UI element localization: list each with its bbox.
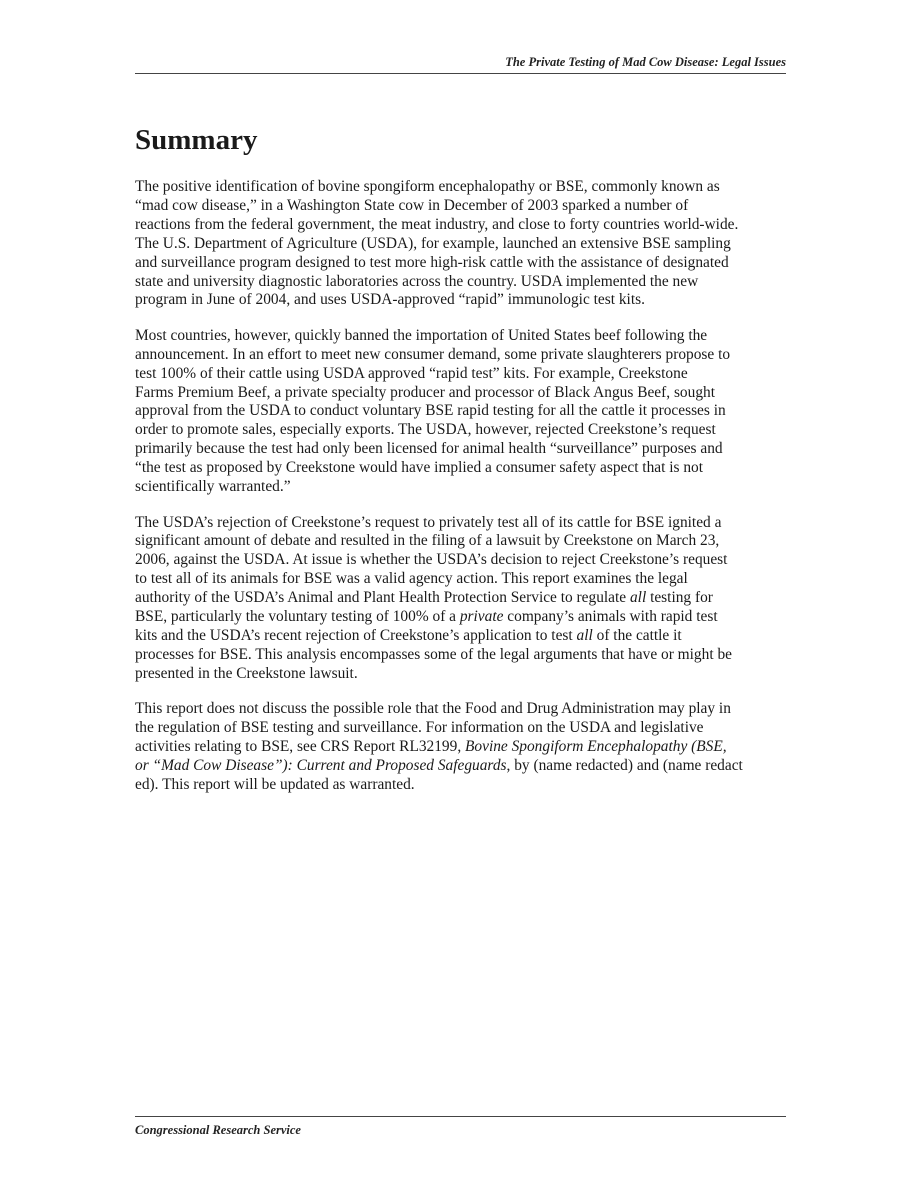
- running-header: [135, 53, 786, 74]
- text-run: This report does not discuss the possible role that the Food and Drug Administration may play in the regulation of BSE testing and surveillance. For information on the USDA and legislative activities relating to BSE, see CRS Report RL32199,: [135, 700, 731, 755]
- summary-paragraph-2: [135, 327, 795, 497]
- footer-label: Congressional Research Service: [135, 1123, 301, 1137]
- italic-text-run: all: [576, 626, 593, 644]
- text-run: company’s animals with rapid test kits and the USDA’s recent rejection of Creekstone’s application to test: [135, 608, 718, 644]
- italic-text-run: all: [629, 589, 647, 607]
- text-run: The positive identification of bovine spongiform encephalopathy or BSE, commonly known as “mad cow disease,” in a Washington State cow in December of 2003 sparked a number of reactions from the federal government, the meat industry, and close to forty countries world-wide. The U.S. Department of Agriculture (USDA), for example, launched an extensive BSE sampling and surveillance program designed to test more high-risk cattle with the assistance of designated state and university diagnostic laboratories across the country. USDA implemented the new program in June of 2004, and uses USDA-approved “rapid” immunologic test kits.: [135, 178, 739, 309]
- summary-paragraph-4: [135, 700, 795, 795]
- italic-text-run: Bovine Spongiform Encephalopathy (BSE, or “Mad Cow Disease”): Current and Proposed Safeguards: [135, 737, 727, 774]
- summary-paragraph-1: [135, 178, 795, 310]
- summary-paragraph-3: [135, 514, 795, 684]
- text-run: Most countries, however, quickly banned the importation of United States beef following the announcement. In an effort to meet new consumer demand, some private slaughterers propose to test 100% of their cattle using USDA approved “rapid test” kits. For example, Creekstone Farms Premium Beef, a private specialty producer and processor of Black Angus Beef, sought approval from the USDA to conduct voluntary BSE rapid testing for all the cattle it processes in order to promote sales, especially exports. The USDA, however, rejected Creekstone’s request primarily because the test had only been licensed for animal health “surveillance” purposes and “the test as proposed by Creekstone would have implied a consumer safety aspect that is not scientifically warranted.”: [135, 326, 731, 496]
- page-title: Summary: [135, 124, 258, 156]
- text-run: , by (name redacted) and (name redact ed). This report will be updated as warranted.: [135, 756, 743, 793]
- summary-body: [135, 178, 795, 811]
- text-run: testing for BSE, particularly the voluntary testing of 100% of a: [135, 589, 713, 626]
- running-header-title: The Private Testing of Mad Cow Disease: Legal Issues: [505, 55, 786, 69]
- running-footer: [135, 1116, 786, 1139]
- italic-text-run: private: [459, 608, 504, 626]
- text-run: The USDA’s rejection of Creekstone’s request to privately test all of its cattle for BSE ignited a significant amount of debate and resulted in the filing of a lawsuit by Creekstone on March 23, 2006, against the USDA. At issue is whether the USDA’s decision to reject Creekstone’s request to test all of its animals for BSE was a valid agency action. This report examines the legal authority of the USDA’s Animal and Plant Health Protection Service to regulate: [135, 513, 728, 607]
- text-run: of the cattle it processes for BSE. This analysis encompasses some of the legal arguments that have or might be presented in the Creekstone lawsuit.: [135, 626, 732, 682]
